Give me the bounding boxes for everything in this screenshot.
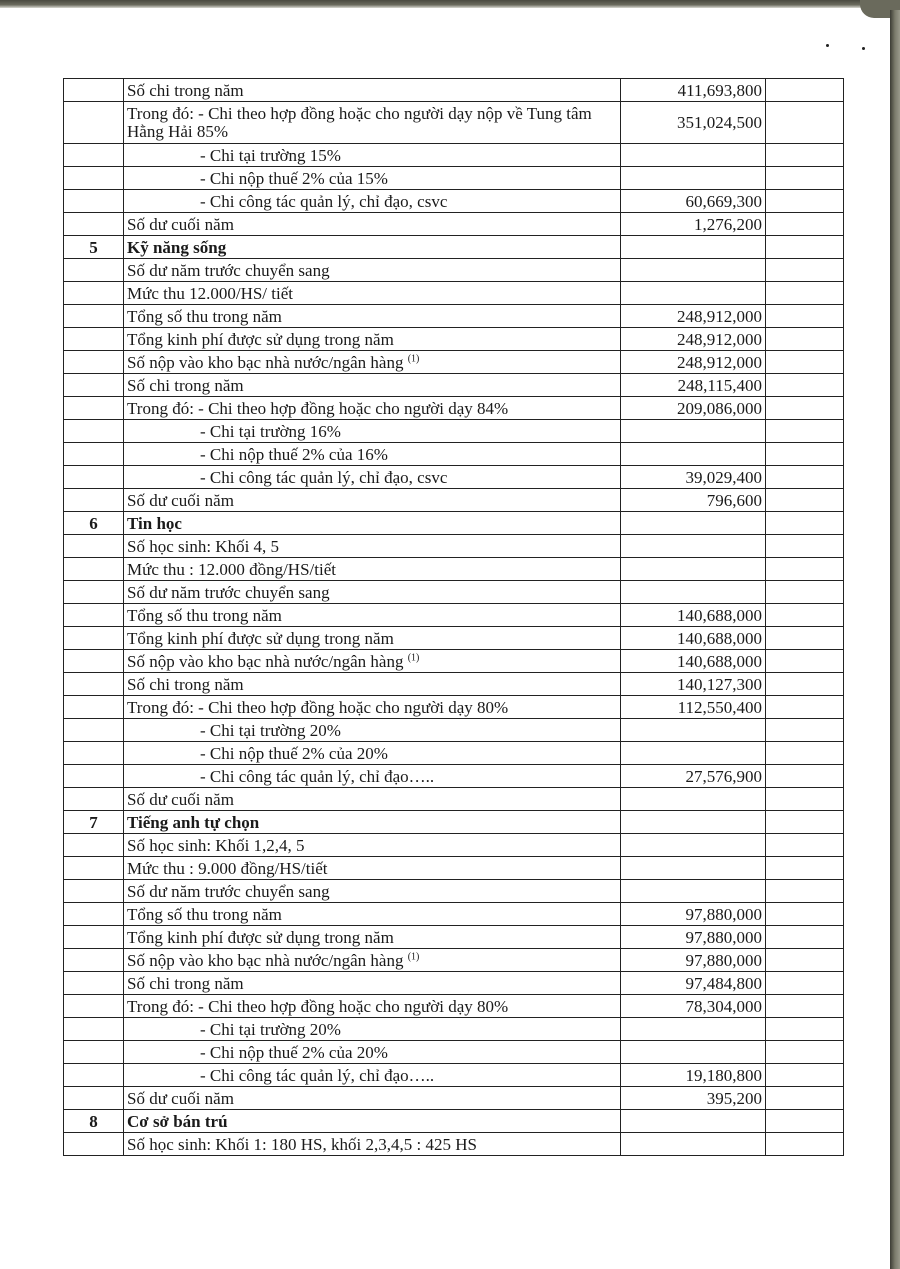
description-text: Số học sinh: Khối 1: 180 HS, khối 2,3,4,5 : 425 HS: [127, 1134, 477, 1154]
amount-cell: 248,912,000: [621, 328, 766, 351]
row-number-cell: [64, 650, 124, 673]
amount-cell: 112,550,400: [621, 696, 766, 719]
description-text: - Chi nộp thuế 2% của 20%: [200, 1042, 388, 1062]
description-text: Trong đó: - Chi theo hợp đồng hoặc cho người dạy 84%: [127, 398, 509, 418]
table-row: [64, 719, 844, 742]
amount-cell: 395,200: [621, 1087, 766, 1110]
table-row: [64, 581, 844, 604]
description-text: - Chi nộp thuế 2% của 16%: [200, 444, 388, 464]
amount-cell: [621, 1018, 766, 1041]
description-text: Số chi trong năm: [127, 80, 244, 100]
note-cell: [766, 1018, 844, 1041]
amount-cell: [621, 443, 766, 466]
table-row: [64, 1041, 844, 1064]
table-row: [64, 305, 844, 328]
description-cell: [124, 581, 621, 604]
note-cell: [766, 949, 844, 972]
amount-cell: [621, 880, 766, 903]
table-row: [64, 926, 844, 949]
description-cell: [124, 1041, 621, 1064]
note-cell: [766, 535, 844, 558]
amount-cell: 351,024,500: [621, 102, 766, 144]
table-row: [64, 489, 844, 512]
table-row: [64, 857, 844, 880]
note-cell: [766, 880, 844, 903]
description-text: Tổng kinh phí được sử dụng trong năm: [127, 927, 394, 947]
table-row: [64, 604, 844, 627]
amount-cell: 97,880,000: [621, 903, 766, 926]
description-text: Tiếng anh tự chọn: [127, 812, 260, 832]
row-number-cell: [64, 535, 124, 558]
description-cell: [124, 949, 621, 972]
row-number-cell: [64, 857, 124, 880]
amount-cell: 19,180,800: [621, 1064, 766, 1087]
description-text: - Chi tại trường 20%: [200, 1019, 341, 1039]
table-row: [64, 972, 844, 995]
note-cell: [766, 190, 844, 213]
row-number-cell: [64, 673, 124, 696]
description-cell: [124, 1064, 621, 1087]
note-cell: [766, 1087, 844, 1110]
table-row: [64, 742, 844, 765]
note-cell: [766, 857, 844, 880]
description-cell: [124, 102, 621, 144]
description-text: - Chi công tác quản lý, chỉ đạo, csvc: [200, 191, 448, 211]
description-cell: [124, 1087, 621, 1110]
row-number-cell: [64, 788, 124, 811]
section-header-row: [64, 811, 844, 834]
description-text: Tổng số thu trong năm: [127, 605, 282, 625]
note-cell: [766, 259, 844, 282]
description-text: Số học sinh: Khối 1,2,4, 5: [127, 835, 305, 855]
row-number-cell: [64, 167, 124, 190]
description-text: Mức thu : 9.000 đồng/HS/tiết: [127, 858, 328, 878]
table-row: [64, 1064, 844, 1087]
note-cell: [766, 926, 844, 949]
description-cell: [124, 696, 621, 719]
table-row: [64, 466, 844, 489]
row-number-cell: [64, 972, 124, 995]
description-cell: [124, 351, 621, 374]
section-header-row: [64, 236, 844, 259]
description-cell: [124, 903, 621, 926]
table-row: [64, 1133, 844, 1156]
note-cell: [766, 213, 844, 236]
amount-cell: 411,693,800: [621, 79, 766, 102]
row-number-cell: [64, 627, 124, 650]
description-text: Trong đó: - Chi theo hợp đồng hoặc cho người dạy 80%: [127, 996, 509, 1016]
section-header-row: [64, 512, 844, 535]
table-row: [64, 696, 844, 719]
description-cell: [124, 374, 621, 397]
ledger-body: [64, 79, 844, 1156]
description-cell: [124, 788, 621, 811]
amount-cell: [621, 834, 766, 857]
table-row: [64, 144, 844, 167]
section-header-row: [64, 1110, 844, 1133]
note-cell: [766, 466, 844, 489]
table-row: [64, 949, 844, 972]
row-number-cell: [64, 374, 124, 397]
description-cell: [124, 489, 621, 512]
description-text: Mức thu 12.000/HS/ tiết: [127, 283, 293, 303]
note-cell: [766, 328, 844, 351]
row-number-cell: [64, 903, 124, 926]
row-number-cell: [64, 742, 124, 765]
amount-cell: [621, 535, 766, 558]
amount-cell: 140,688,000: [621, 627, 766, 650]
amount-cell: [621, 719, 766, 742]
row-number-cell: [64, 880, 124, 903]
row-number-cell: [64, 443, 124, 466]
description-cell: [124, 236, 621, 259]
row-number-cell: [64, 1064, 124, 1087]
table-row: [64, 397, 844, 420]
description-text: Mức thu : 12.000 đồng/HS/tiết: [127, 559, 336, 579]
description-text: Số học sinh: Khối 4, 5: [127, 536, 280, 556]
row-number-cell: [64, 259, 124, 282]
table-row: [64, 79, 844, 102]
row-number-cell: [64, 351, 124, 374]
description-text: Số chi trong năm: [127, 674, 244, 694]
table-row: [64, 190, 844, 213]
note-cell: [766, 788, 844, 811]
description-text: Số dư cuối năm: [127, 1088, 234, 1108]
description-cell: [124, 742, 621, 765]
note-cell: [766, 972, 844, 995]
description-text: Số chi trong năm: [127, 973, 244, 993]
note-cell: [766, 1064, 844, 1087]
description-text: Số nộp vào kho bạc nhà nước/ngân hàng: [127, 352, 404, 372]
note-cell: [766, 397, 844, 420]
footnote-marker: (1): [407, 651, 420, 663]
amount-cell: 27,576,900: [621, 765, 766, 788]
amount-cell: [621, 1133, 766, 1156]
note-cell: [766, 765, 844, 788]
row-number-cell: [64, 1087, 124, 1110]
description-text: - Chi nộp thuế 2% của 20%: [200, 743, 388, 763]
description-text: - Chi tại trường 15%: [200, 145, 341, 165]
amount-cell: [621, 857, 766, 880]
row-number-cell: [64, 190, 124, 213]
amount-cell: [621, 811, 766, 834]
row-number-cell: [64, 397, 124, 420]
table-row: [64, 650, 844, 673]
note-cell: [766, 351, 844, 374]
amount-cell: 1,276,200: [621, 213, 766, 236]
scan-edge-top: [0, 0, 900, 8]
amount-cell: [621, 558, 766, 581]
table-row: [64, 443, 844, 466]
description-cell: [124, 650, 621, 673]
table-row: [64, 788, 844, 811]
table-row: [64, 903, 844, 926]
description-cell: [124, 995, 621, 1018]
table-row: [64, 328, 844, 351]
note-cell: [766, 144, 844, 167]
amount-cell: [621, 742, 766, 765]
description-cell: [124, 79, 621, 102]
amount-cell: [621, 282, 766, 305]
description-text: Số dư cuối năm: [127, 789, 234, 809]
amount-cell: 248,912,000: [621, 351, 766, 374]
table-row: [64, 213, 844, 236]
row-number-cell: [64, 581, 124, 604]
note-cell: [766, 512, 844, 535]
description-text: - Chi tại trường 16%: [200, 421, 341, 441]
amount-cell: [621, 167, 766, 190]
table-row: [64, 102, 844, 144]
note-cell: [766, 282, 844, 305]
note-cell: [766, 995, 844, 1018]
table-row: [64, 259, 844, 282]
description-cell: [124, 167, 621, 190]
description-cell: [124, 627, 621, 650]
amount-cell: [621, 236, 766, 259]
note-cell: [766, 903, 844, 926]
description-cell: [124, 213, 621, 236]
table-row: [64, 167, 844, 190]
description-cell: [124, 765, 621, 788]
description-cell: [124, 719, 621, 742]
row-number-cell: [64, 719, 124, 742]
row-number-cell: 7: [64, 811, 124, 834]
note-cell: [766, 1041, 844, 1064]
note-cell: [766, 102, 844, 144]
table-row: [64, 374, 844, 397]
description-text: Số dư năm trước chuyển sang: [127, 881, 330, 901]
note-cell: [766, 673, 844, 696]
description-cell: [124, 558, 621, 581]
row-number-cell: [64, 926, 124, 949]
row-number-cell: [64, 489, 124, 512]
table-row: [64, 1018, 844, 1041]
description-text: Tin học: [127, 513, 182, 533]
row-number-cell: [64, 305, 124, 328]
note-cell: [766, 236, 844, 259]
amount-cell: 97,880,000: [621, 926, 766, 949]
row-number-cell: [64, 696, 124, 719]
note-cell: [766, 719, 844, 742]
description-cell: [124, 972, 621, 995]
row-number-cell: 6: [64, 512, 124, 535]
description-cell: [124, 880, 621, 903]
note-cell: [766, 79, 844, 102]
description-cell: [124, 535, 621, 558]
row-number-cell: 5: [64, 236, 124, 259]
note-cell: [766, 167, 844, 190]
row-number-cell: [64, 1041, 124, 1064]
amount-cell: [621, 788, 766, 811]
description-cell: [124, 420, 621, 443]
description-text: - Chi công tác quản lý, chỉ đạo, csvc: [200, 467, 448, 487]
description-cell: [124, 857, 621, 880]
description-text: - Chi nộp thuế 2% của 15%: [200, 168, 388, 188]
amount-cell: 97,484,800: [621, 972, 766, 995]
description-text: Tổng số thu trong năm: [127, 306, 282, 326]
note-cell: [766, 650, 844, 673]
description-text: Cơ sở bán trú: [127, 1111, 228, 1131]
row-number-cell: [64, 144, 124, 167]
row-number-cell: [64, 466, 124, 489]
description-text: - Chi công tác quản lý, chỉ đạo…..: [200, 766, 435, 786]
note-cell: [766, 420, 844, 443]
note-cell: [766, 604, 844, 627]
description-text: Tổng kinh phí được sử dụng trong năm: [127, 329, 394, 349]
table-row: [64, 834, 844, 857]
note-cell: [766, 834, 844, 857]
amount-cell: 248,115,400: [621, 374, 766, 397]
description-cell: [124, 259, 621, 282]
description-cell: [124, 443, 621, 466]
row-number-cell: [64, 765, 124, 788]
amount-cell: [621, 1041, 766, 1064]
footnote-marker: (1): [407, 950, 420, 962]
table-row: [64, 880, 844, 903]
description-cell: [124, 1110, 621, 1133]
description-text: Kỹ năng sống: [127, 237, 227, 257]
amount-cell: [621, 581, 766, 604]
row-number-cell: [64, 79, 124, 102]
description-text: Số dư năm trước chuyển sang: [127, 260, 330, 280]
note-cell: [766, 558, 844, 581]
description-text: - Chi công tác quản lý, chỉ đạo…..: [200, 1065, 435, 1085]
amount-cell: 140,688,000: [621, 650, 766, 673]
description-cell: [124, 604, 621, 627]
note-cell: [766, 742, 844, 765]
description-cell: [124, 811, 621, 834]
description-text: Tổng kinh phí được sử dụng trong năm: [127, 628, 394, 648]
description-text: Số nộp vào kho bạc nhà nước/ngân hàng: [127, 651, 404, 671]
description-cell: [124, 282, 621, 305]
row-number-cell: [64, 604, 124, 627]
table-row: [64, 558, 844, 581]
description-cell: [124, 466, 621, 489]
row-number-cell: [64, 558, 124, 581]
description-text: Trong đó: - Chi theo hợp đồng hoặc cho người dạy nộp về Tung tâm Hằng Hải 85%: [127, 104, 592, 141]
amount-cell: [621, 420, 766, 443]
table-row: [64, 765, 844, 788]
table-row: [64, 420, 844, 443]
scan-speck: [862, 47, 865, 50]
description-cell: [124, 305, 621, 328]
description-cell: [124, 512, 621, 535]
note-cell: [766, 811, 844, 834]
table-row: [64, 535, 844, 558]
description-cell: [124, 1133, 621, 1156]
scan-edge-right: [890, 10, 900, 1269]
description-cell: [124, 190, 621, 213]
table-row: [64, 673, 844, 696]
amount-cell: 140,688,000: [621, 604, 766, 627]
table-row: [64, 282, 844, 305]
table-row: [64, 627, 844, 650]
row-number-cell: [64, 834, 124, 857]
table-row: [64, 351, 844, 374]
description-text: Trong đó: - Chi theo hợp đồng hoặc cho người dạy 80%: [127, 697, 509, 717]
note-cell: [766, 489, 844, 512]
table-row: [64, 995, 844, 1018]
description-cell: [124, 397, 621, 420]
scan-speck: [826, 44, 829, 47]
amount-cell: 796,600: [621, 489, 766, 512]
description-text: Tổng số thu trong năm: [127, 904, 282, 924]
note-cell: [766, 443, 844, 466]
amount-cell: 60,669,300: [621, 190, 766, 213]
note-cell: [766, 305, 844, 328]
description-text: Số dư cuối năm: [127, 214, 234, 234]
financial-ledger-table: [63, 78, 844, 1156]
amount-cell: 248,912,000: [621, 305, 766, 328]
description-text: Số nộp vào kho bạc nhà nước/ngân hàng: [127, 950, 404, 970]
description-cell: [124, 834, 621, 857]
description-cell: [124, 144, 621, 167]
description-cell: [124, 328, 621, 351]
amount-cell: 97,880,000: [621, 949, 766, 972]
description-text: Số chi trong năm: [127, 375, 244, 395]
amount-cell: 140,127,300: [621, 673, 766, 696]
row-number-cell: [64, 328, 124, 351]
amount-cell: [621, 512, 766, 535]
amount-cell: [621, 259, 766, 282]
row-number-cell: [64, 213, 124, 236]
note-cell: [766, 581, 844, 604]
row-number-cell: [64, 949, 124, 972]
note-cell: [766, 1133, 844, 1156]
footnote-marker: (1): [407, 352, 420, 364]
row-number-cell: 8: [64, 1110, 124, 1133]
description-cell: [124, 1018, 621, 1041]
row-number-cell: [64, 282, 124, 305]
note-cell: [766, 627, 844, 650]
note-cell: [766, 696, 844, 719]
table-row: [64, 1087, 844, 1110]
row-number-cell: [64, 420, 124, 443]
row-number-cell: [64, 995, 124, 1018]
note-cell: [766, 1110, 844, 1133]
amount-cell: 209,086,000: [621, 397, 766, 420]
row-number-cell: [64, 1018, 124, 1041]
amount-cell: [621, 144, 766, 167]
row-number-cell: [64, 102, 124, 144]
amount-cell: 78,304,000: [621, 995, 766, 1018]
row-number-cell: [64, 1133, 124, 1156]
description-text: Số dư cuối năm: [127, 490, 234, 510]
description-text: - Chi tại trường 20%: [200, 720, 341, 740]
note-cell: [766, 374, 844, 397]
description-text: Số dư năm trước chuyển sang: [127, 582, 330, 602]
amount-cell: 39,029,400: [621, 466, 766, 489]
description-cell: [124, 926, 621, 949]
description-cell: [124, 673, 621, 696]
amount-cell: [621, 1110, 766, 1133]
